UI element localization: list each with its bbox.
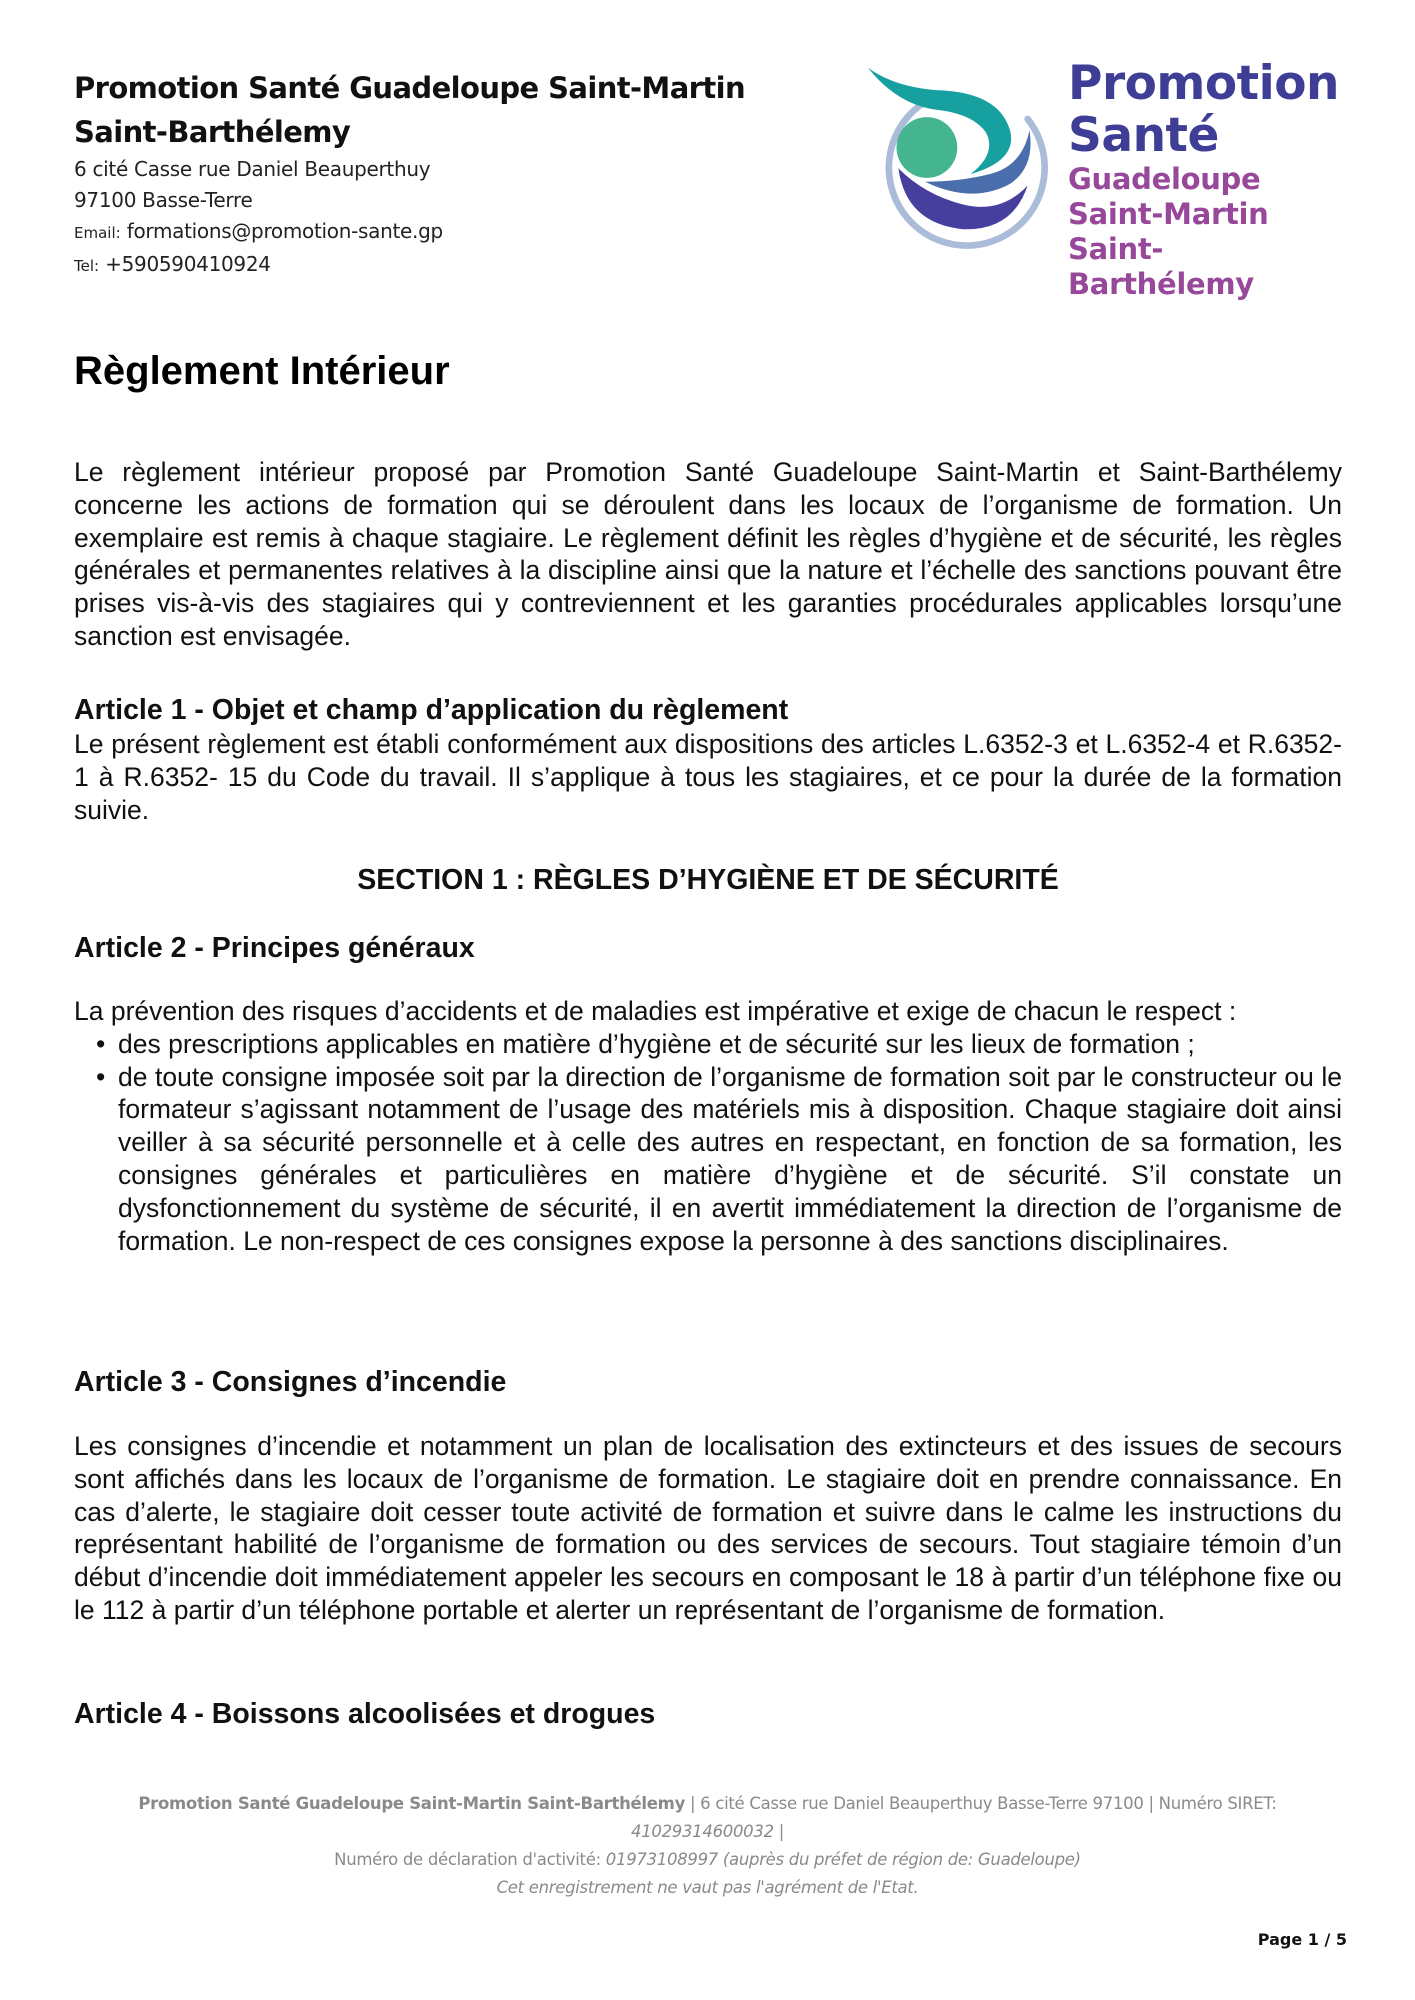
list-item [74, 1061, 1342, 1258]
footer-declaration-value: 01973108997 (auprès du préfet de région de: Guadeloupe) [605, 1850, 1081, 1869]
footer-siret-separator: | [773, 1822, 784, 1841]
article-2-body [74, 995, 1342, 1257]
footer-line3 [120, 1874, 1295, 1902]
section-1 [74, 862, 1342, 898]
footer-org-name: Promotion Santé Guadeloupe Saint-Martin Saint-Barthélemy [138, 1794, 686, 1813]
page-number: Page 1 / 5 [1257, 1930, 1347, 1949]
logo-sub-line1: Guadeloupe [1068, 162, 1261, 196]
footer-line2 [120, 1846, 1295, 1874]
article-4 [74, 1696, 1342, 1732]
intro-paragraph: Le règlement intérieur proposé par Promotion Santé Guadeloupe Saint-Martin et Saint-Barthélemy concerne les actions de formation qui se déroulent dans les locaux de l’organisme de formation. Un exemplaire est remis à chaque stagiaire. Le règlement définit les règles d’hygiène et de sécurité, les règles générales et permanentes relatives à la discipline ainsi que la nature et l’échelle des sanctions pouvant être prises vis-à-vis des stagiaires qui y contreviennent et les garanties procédurales applicables lorsqu’une sanction est envisagée. [74, 457, 1342, 651]
promotion-sante-swirl-logo-icon [868, 62, 1058, 252]
footer-declaration-label: Numéro de déclaration d'activité: [334, 1850, 606, 1869]
tel-label: Tel: [74, 257, 100, 275]
organization-header [74, 66, 794, 282]
article-3 [74, 1364, 1342, 1400]
list-item-text: des prescriptions applicables en matière d’hygiène et de sécurité sur les lieux de formation ; [118, 1028, 1195, 1059]
email-label: Email: [74, 224, 121, 242]
logo-main-line2: Santé [1068, 108, 1219, 163]
page-footer [120, 1790, 1295, 1902]
footer-disclaimer: Cet enregistrement ne vaut pas l'agrément de l'Etat. [496, 1878, 919, 1897]
tel-line [74, 249, 794, 282]
tel-value: +590590410924 [105, 252, 271, 276]
logo-sub-line3: Saint-Barthélemy [1068, 232, 1254, 301]
footer-line1 [120, 1790, 1295, 1846]
article-4-heading: Article 4 - Boissons alcoolisées et drogues [74, 1698, 656, 1730]
footer-siret: 41029314600032 [631, 1822, 774, 1841]
document-title: Règlement Intérieur [74, 349, 450, 393]
article-2-bullet-list [74, 1028, 1342, 1258]
bullet-icon: • [96, 1028, 106, 1059]
list-item-text: de toute consigne imposée soit par la direction de l’organisme de formation soit par le constructeur ou le formateur s’agissant notamment de l’usage des matériels mis à disposition. Chaque stagiaire doit ainsi veiller à sa sécurité personnelle et à celle des autres en respectant, en fonction de sa formation, les consignes générales et particulières en matière d’hygiène et de sécurité. S’il constate un dysfonctionnement du système de sécurité, il en avertit immédiatement la direction de l’organisme de formation. Le non-respect de ces consignes expose la personne à des sanctions disciplinaires. [118, 1061, 1342, 1256]
intro-block [74, 456, 1342, 653]
footer-address: | 6 cité Casse rue Daniel Beauperthuy Basse-Terre 97100 | Numéro SIRET: [685, 1794, 1277, 1813]
article-1-heading: Article 1 - Objet et champ d’application du règlement [74, 694, 789, 726]
org-name-line2: Saint-Barthélemy [74, 115, 351, 149]
article-2-lead: La prévention des risques d’accidents et de maladies est impérative et exige de chacun le respect : [74, 996, 1237, 1026]
address-line2: 97100 Basse-Terre [74, 188, 253, 212]
article-2 [74, 930, 1342, 966]
article-3-text: Les consignes d’incendie et notamment un plan de localisation des extincteurs et des issues de secours sont affichés dans les locaux de l’organisme de formation. Le stagiaire doit en prendre connaissance. En cas d’alerte, le stagiaire doit cesser toute activité de formation et suivre dans le calme les instructions du représentant habilité de l’organisme de formation ou des services de secours. Tout stagiaire témoin d’un début d’incendie doit immédiatement appeler les secours en composant le 18 à partir d’un téléphone fixe ou le 112 à partir d’un téléphone portable et alerter un représentant de l’organisme de formation. [74, 1431, 1342, 1625]
section-1-title: SECTION 1 : RÈGLES D’HYGIÈNE ET DE SÉCURITÉ [357, 864, 1059, 896]
list-item [74, 1028, 1342, 1061]
org-name-line1: Promotion Santé Guadeloupe Saint-Martin [74, 71, 746, 105]
logo-sub-line2: Saint-Martin [1068, 197, 1269, 231]
address-line1: 6 cité Casse rue Daniel Beauperthuy [74, 157, 431, 181]
article-2-heading: Article 2 - Principes généraux [74, 932, 475, 964]
logo-wordmark [1068, 58, 1348, 302]
email-value[interactable]: formations@promotion-sante.gp [126, 219, 443, 243]
article-3-body [74, 1430, 1342, 1627]
article-3-heading: Article 3 - Consignes d’incendie [74, 1366, 507, 1398]
article-1 [74, 692, 1342, 826]
article-1-text: Le présent règlement est établi conformément aux dispositions des articles L.6352-3 et L.6352-4 et R.6352-1 à R.6352- 15 du Code du travail. Il s’applique à tous les stagiaires, et ce pour la durée de la formation suivie. [74, 729, 1342, 825]
brand-logo [868, 56, 1348, 301]
logo-main-line1: Promotion [1068, 56, 1340, 111]
email-line [74, 216, 794, 249]
bullet-icon: • [96, 1061, 106, 1092]
